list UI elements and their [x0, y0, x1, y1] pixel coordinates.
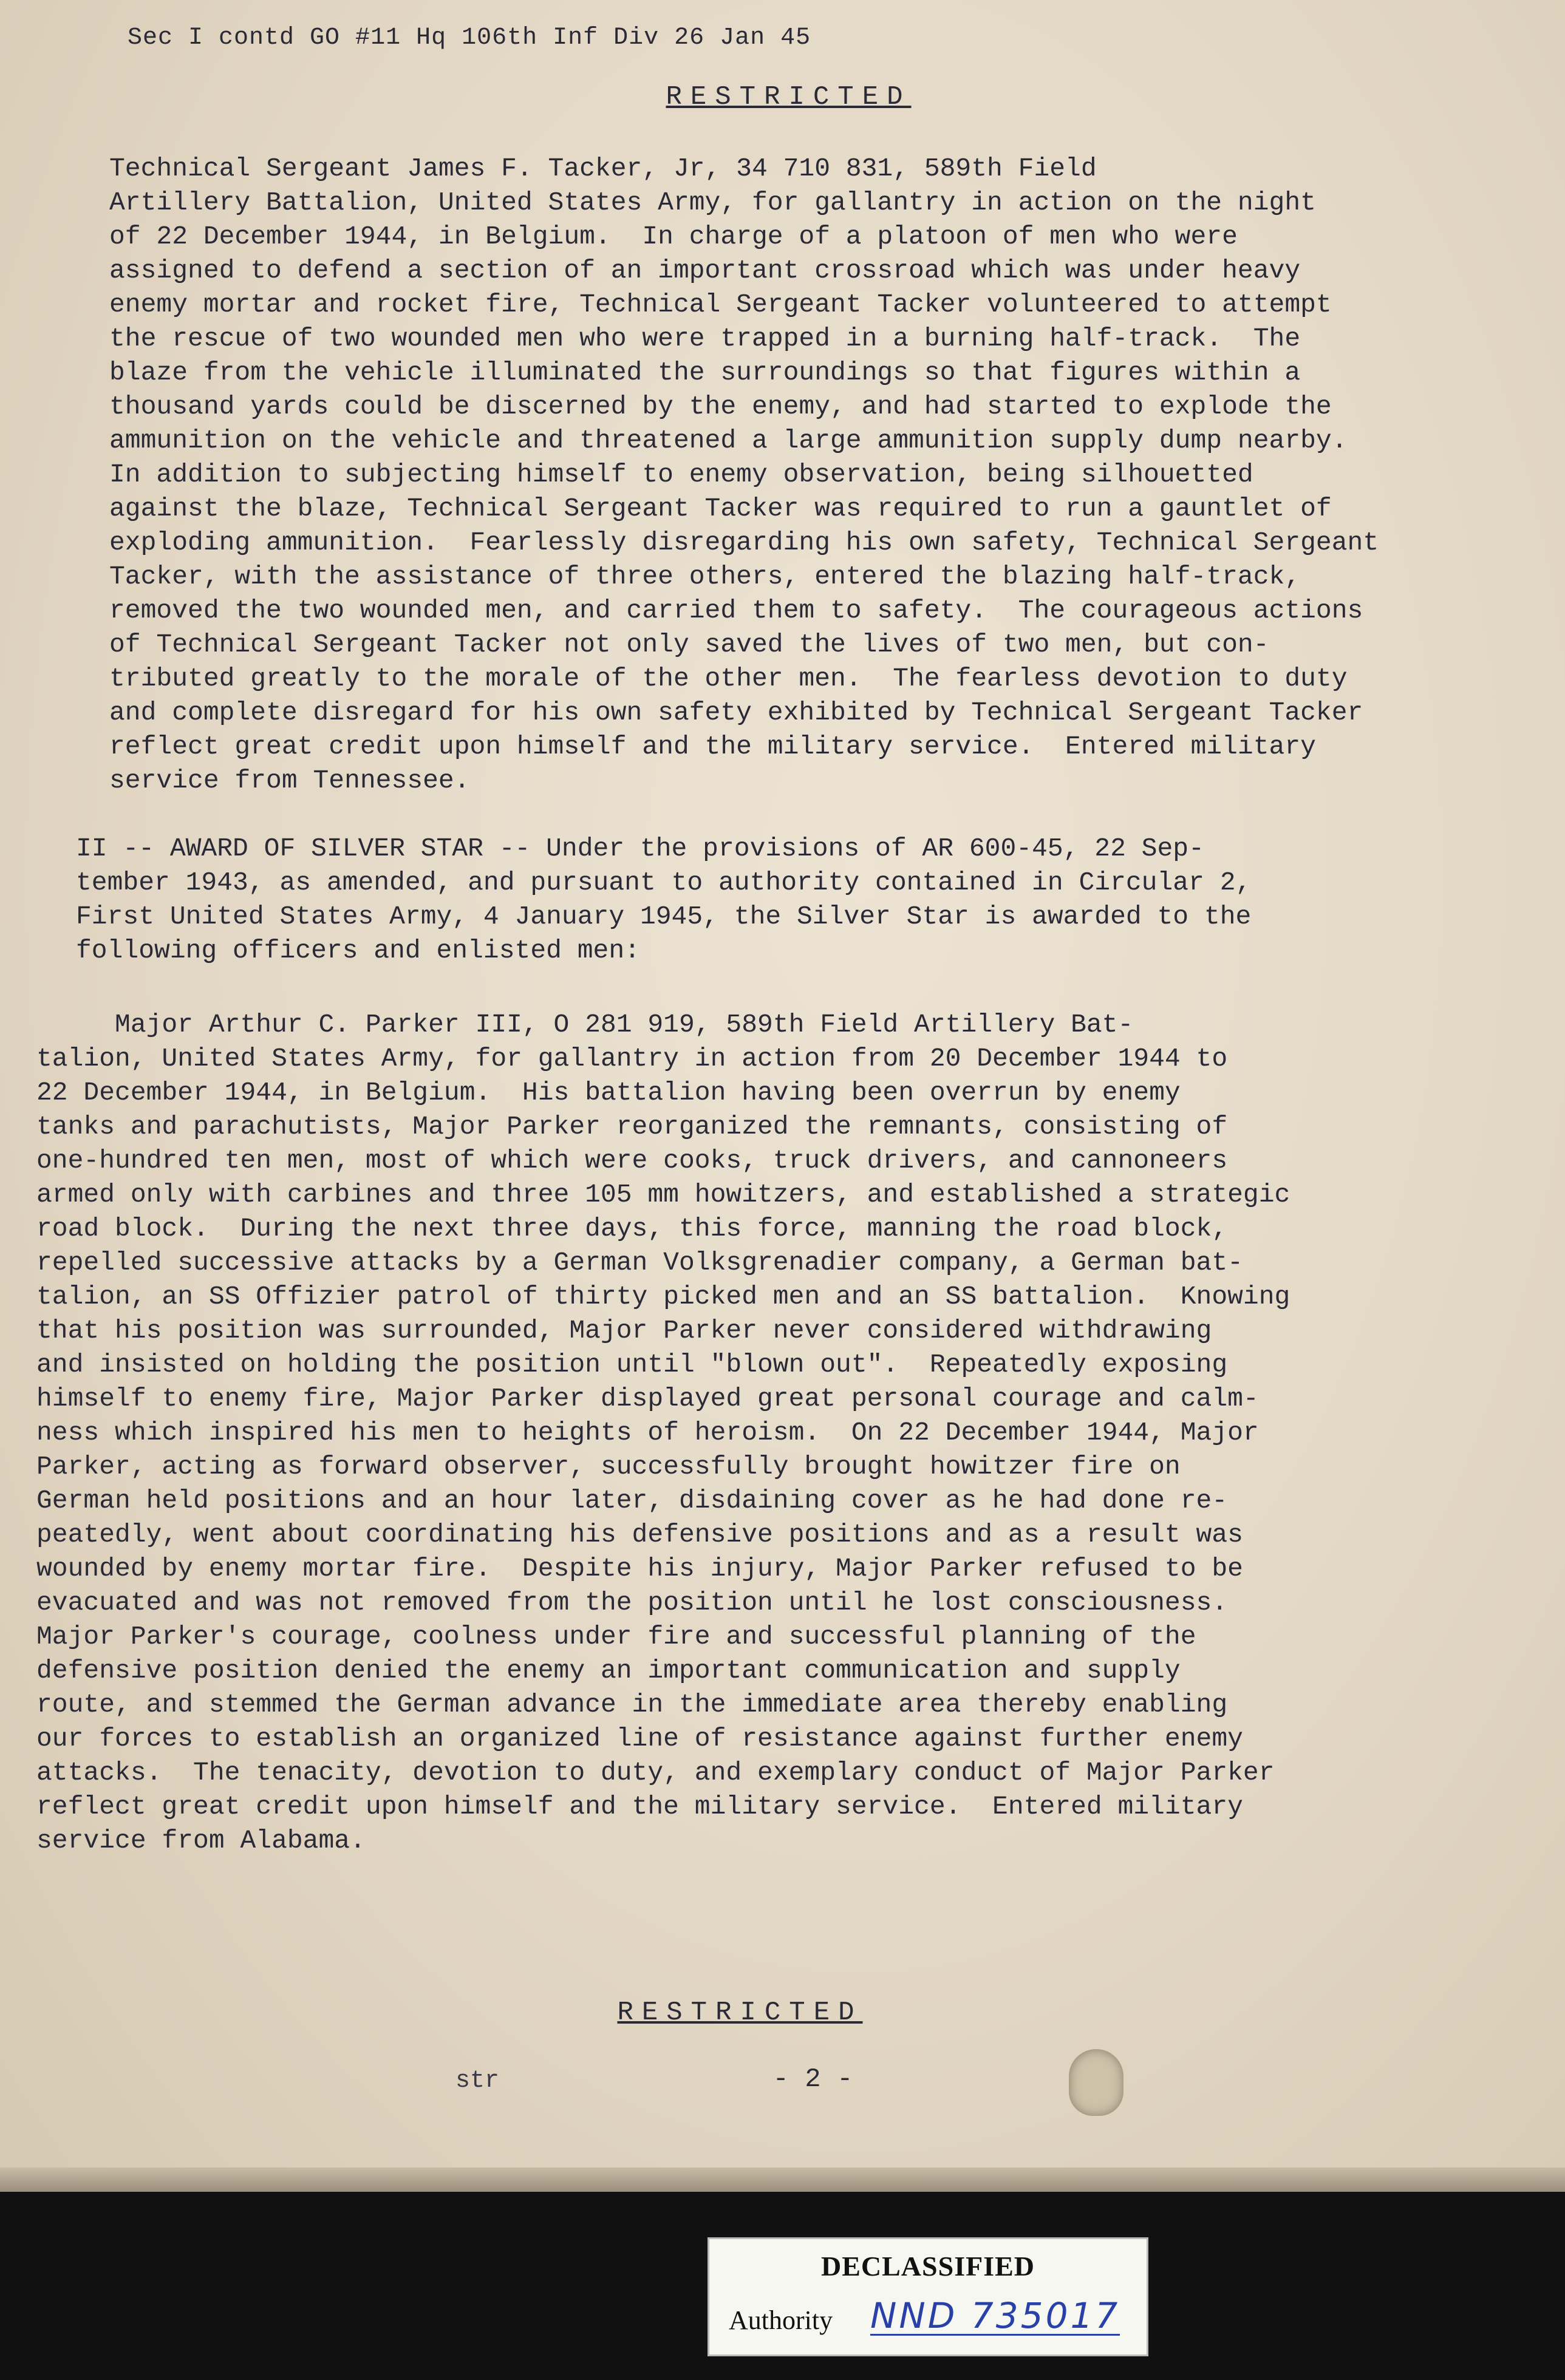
text-line: First United States Army, 4 January 1945, the Silver Star is awarded to the [76, 902, 1252, 931]
text-line: armed only with carbines and three 105 mm howitzers, and established a strategic [36, 1180, 1291, 1209]
text-line: attacks. The tenacity, devotion to duty, and exemplary conduct of Major Parker [36, 1758, 1275, 1787]
text-line: removed the two wounded men, and carried them to safety. The courageous actions [109, 596, 1363, 625]
text-line: tanks and parachutists, Major Parker reorganized the remnants, consisting of [36, 1112, 1228, 1141]
silver-star-section [76, 832, 1251, 968]
text-line: Technical Sergeant James F. Tacker, Jr, 34 710 831, 589th Field [109, 154, 1097, 183]
text-line: wounded by enemy mortar fire. Despite his injury, Major Parker refused to be [36, 1554, 1243, 1583]
text-line: enemy mortar and rocket fire, Technical Sergeant Tacker volunteered to attempt [109, 290, 1332, 319]
text-line: ness which inspired his men to heights of heroism. On 22 December 1944, Major [36, 1418, 1259, 1447]
text-line: road block. During the next three days, this force, manning the road block, [36, 1214, 1228, 1243]
classification-top: RESTRICTED [666, 82, 912, 112]
text-line: peatedly, went about coordinating his defensive positions and as a result was [36, 1520, 1243, 1549]
text-line: our forces to establish an organized line of resistance against further enemy [36, 1724, 1243, 1753]
text-line: repelled successive attacks by a German Volksgrenadier company, a German bat- [36, 1248, 1243, 1277]
text-line: ammunition on the vehicle and threatened a large ammunition supply dump nearby. [109, 426, 1348, 455]
text-line: service from Alabama. [36, 1826, 366, 1855]
text-line: route, and stemmed the German advance in the immediate area thereby enabling [36, 1690, 1228, 1719]
tacker-citation [109, 152, 1379, 798]
text-line: reflect great credit upon himself and the military service. Entered military [36, 1792, 1243, 1821]
text-line: exploding ammunition. Fearlessly disregarding his own safety, Technical Sergeant [109, 528, 1379, 557]
page-number: - 2 - [772, 2064, 853, 2095]
text-line: 22 December 1944, in Belgium. His battalion having been overrun by enemy [36, 1078, 1181, 1107]
text-line: Major Arthur C. Parker III, O 281 919, 589th Field Artillery Bat- [36, 1010, 1134, 1039]
stamp-title: DECLASSIFIED [821, 2251, 1035, 2282]
text-line: defensive position denied the enemy an important communication and supply [36, 1656, 1181, 1685]
text-line: II -- AWARD OF SILVER STAR -- Under the provisions of AR 600-45, 22 Sep- [76, 834, 1204, 863]
text-line: Artillery Battalion, United States Army, for gallantry in action on the night [109, 188, 1316, 217]
parker-citation [36, 1008, 1290, 1858]
text-line: talion, an SS Offizier patrol of thirty picked men and an SS battalion. Knowing [36, 1282, 1291, 1311]
text-line: In addition to subjecting himself to enemy observation, being silhouetted [109, 460, 1253, 489]
classification-bottom: RESTRICTED [617, 1997, 863, 2028]
text-line: tember 1943, as amended, and pursuant to authority contained in Circular 2, [76, 868, 1252, 897]
text-line: himself to enemy fire, Major Parker displayed great personal courage and calm- [36, 1384, 1259, 1413]
stamp-authority-label: Authority [729, 2305, 833, 2335]
text-line: evacuated and was not removed from the position until he lost consciousness. [36, 1588, 1228, 1617]
text-line: tributed greatly to the morale of the other men. The fearless devotion to duty [109, 664, 1348, 693]
text-line: service from Tennessee. [109, 766, 470, 795]
text-line: thousand yards could be discerned by the enemy, and had started to explode the [109, 392, 1332, 421]
text-line: of Technical Sergeant Tacker not only saved the lives of two men, but con- [109, 630, 1269, 659]
text-line: the rescue of two wounded men who were trapped in a burning half-track. The [109, 324, 1301, 353]
text-line: following officers and enlisted men: [76, 936, 640, 965]
text-line: one-hundred ten men, most of which were cooks, truck drivers, and cannoneers [36, 1146, 1228, 1175]
text-line: and complete disregard for his own safety exhibited by Technical Sergeant Tacker [109, 698, 1363, 727]
text-line: against the blaze, Technical Sergeant Tacker was required to run a gauntlet of [109, 494, 1332, 523]
text-line: Major Parker's courage, coolness under fire and successful planning of the [36, 1622, 1196, 1651]
text-line: Parker, acting as forward observer, successfully brought howitzer fire on [36, 1452, 1181, 1481]
declassified-stamp [707, 2237, 1148, 2356]
text-line: of 22 December 1944, in Belgium. In charge of a platoon of men who were [109, 222, 1238, 251]
margin-mark: str [455, 2067, 500, 2095]
punch-hole [1069, 2049, 1123, 2116]
text-line: Tacker, with the assistance of three others, entered the blazing half-track, [109, 562, 1301, 591]
text-line: assigned to defend a section of an important crossroad which was under heavy [109, 256, 1301, 285]
document-header: Sec I contd GO #11 Hq 106th Inf Div 26 Jan 45 [128, 24, 811, 52]
text-line: reflect great credit upon himself and the military service. Entered military [109, 732, 1316, 761]
text-line: that his position was surrounded, Major Parker never considered withdrawing [36, 1316, 1212, 1345]
text-line: talion, United States Army, for gallantry in action from 20 December 1944 to [36, 1044, 1228, 1073]
text-line: German held positions and an hour later, disdaining cover as he had done re- [36, 1486, 1228, 1515]
stamp-authority-number: NND 735017 [870, 2295, 1120, 2336]
text-line: and insisted on holding the position until "blown out". Repeatedly exposing [36, 1350, 1228, 1379]
text-line: blaze from the vehicle illuminated the surroundings so that figures within a [109, 358, 1301, 387]
